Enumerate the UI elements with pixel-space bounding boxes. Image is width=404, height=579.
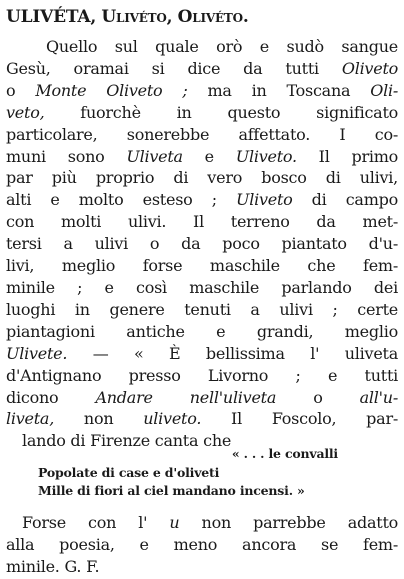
text-line: Quello sul quale orò e sudò sangue bbox=[46, 37, 398, 56]
text-line: minile ; e così maschile parlando dei bbox=[6, 277, 398, 297]
text-line: alla poesia, e meno ancora se fem- bbox=[6, 534, 398, 554]
verse-line: « . . . le convalli bbox=[231, 446, 338, 461]
text-line: lando di Firenze canta che bbox=[22, 431, 232, 451]
text-line: par più proprio di vero bosco di ulivi, bbox=[6, 168, 398, 188]
verse-quotation bbox=[38, 445, 358, 501]
headword-variant: Olivéto. bbox=[177, 7, 249, 27]
entry-body bbox=[6, 36, 398, 452]
headword-variant: Ulivéto, bbox=[101, 7, 173, 27]
text-line: con molti ulivi. Il terreno da met- bbox=[6, 212, 398, 232]
text-line: tersi a ulivi o da poco piantato d'u- bbox=[6, 234, 398, 254]
closing-paragraph bbox=[6, 512, 398, 578]
text-line: Gesù, oramai si dice da tutti Oliveto bbox=[6, 58, 398, 78]
text-line: liveta, non uliveto. Il Foscolo, par- bbox=[6, 409, 398, 429]
text-line: Forse con l' u non parrebbe adatto bbox=[22, 513, 399, 532]
verse-line: Mille di fiori al ciel mandano incensi. » bbox=[38, 483, 305, 499]
text-line: dicono Andare nell'uliveta o all'u- bbox=[6, 387, 398, 407]
text-line: particolare, sonerebbe affettato. I co- bbox=[6, 124, 398, 144]
headword: ULIVÉTA, bbox=[6, 7, 97, 27]
text-line: Ulivete. — « È bellissima l' uliveta bbox=[6, 343, 398, 363]
text-line: muni sono Uliveta e Uliveto. Il primo bbox=[6, 146, 399, 166]
verse-line: Popolate di case e d'oliveti bbox=[38, 464, 220, 480]
text-line: d'Antignano presso Livorno ; e tutti bbox=[6, 365, 398, 385]
entry-heading bbox=[6, 6, 249, 28]
text-line: alti e molto esteso ; Uliveto di campo bbox=[6, 190, 398, 210]
text-line: piantagioni antiche e grandi, meglio bbox=[6, 321, 398, 341]
text-line: luoghi in genere tenuti a ulivi ; certe bbox=[6, 299, 398, 319]
text-line: livi, meglio forse maschile che fem- bbox=[6, 256, 398, 276]
text-line: veto, fuorchè in questo significato bbox=[6, 102, 398, 122]
text-line: o Monte Oliveto ; ma in Toscana Oli- bbox=[6, 80, 399, 100]
text-line: minile. G. F. bbox=[6, 556, 100, 576]
